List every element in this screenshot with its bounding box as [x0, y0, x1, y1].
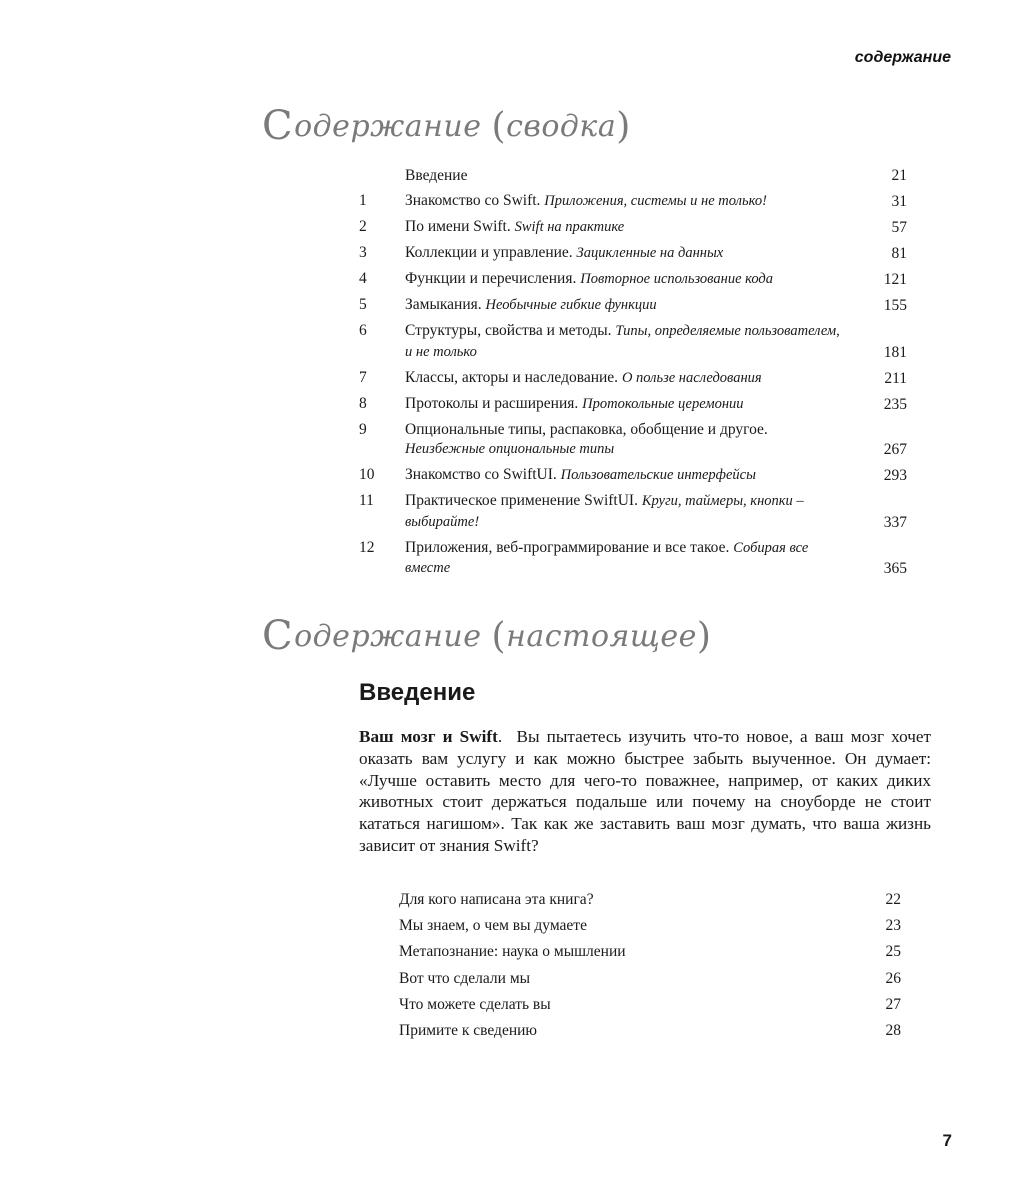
- intro-item-page: 22: [885, 891, 901, 908]
- real-title-rest: одержание: [294, 619, 482, 654]
- summary-title-paren: сводка: [506, 109, 617, 144]
- summary-toc-row[interactable]: [359, 538, 909, 579]
- intro-item-title: Мы знаем, о чем вы думаете: [399, 917, 587, 935]
- chapter-number: 3: [359, 244, 367, 261]
- intro-item-title: Примите к сведению: [399, 1021, 537, 1039]
- summary-toc-row[interactable]: [359, 368, 909, 389]
- chapter-number: 12: [359, 538, 375, 556]
- intro-item-title: Что можете сделать вы: [399, 995, 551, 1013]
- chapter-number: 4: [359, 270, 367, 287]
- chapter-number: 6: [359, 322, 367, 339]
- chapter-page: 121: [883, 271, 907, 288]
- intro-item-page: 26: [885, 969, 901, 987]
- real-title-cap: С: [262, 613, 294, 659]
- chapter-title: Приложения, веб-программирование и все такое.: [405, 538, 730, 556]
- chapter-page: 365: [883, 560, 907, 577]
- chapter-page: 57: [891, 219, 907, 236]
- intro-toc-item[interactable]: [399, 1021, 901, 1047]
- intro-toc-item[interactable]: [399, 916, 901, 942]
- chapter-title: Протоколы и расширения.: [405, 394, 579, 412]
- chapter-number: 9: [359, 420, 367, 438]
- chapter-title: Функции и перечисления.: [405, 270, 577, 287]
- summary-title-cap: С: [262, 103, 294, 149]
- intro-toc-item[interactable]: [399, 969, 901, 995]
- chapter-page: 337: [883, 513, 907, 531]
- summary-toc-row[interactable]: [359, 191, 909, 212]
- chapter-title: Практическое применение SwiftUI.: [405, 492, 638, 509]
- chapter-page: 31: [891, 193, 907, 210]
- chapter-title: Введение: [405, 167, 468, 184]
- chapter-subtitle: Swift на практике: [514, 219, 625, 235]
- chapter-number: 8: [359, 394, 367, 412]
- chapter-page: 155: [883, 297, 907, 314]
- intro-toc-item[interactable]: [399, 995, 901, 1021]
- intro-heading: Введение: [359, 679, 476, 706]
- summary-title-rest: одержание: [294, 109, 482, 144]
- intro-text: Вы пытаетесь изучить что-то новое, а ваш мозг хочет оказать вам услугу и как можно быстрее забыть выученное. Он думает: «Лучше оставить место для чего-то поважнее, например, от каких диких животных стоит держаться подальше или почему на сноуборде не стоит кататься нагишом». Так как же заставить ваш мозг думать, что ваша жизнь зависит от знания Swift?: [359, 727, 932, 855]
- intro-item-title: Метапознание: наука о мышлении: [399, 943, 626, 961]
- chapter-subtitle: Пользовательские интерфейсы: [560, 467, 756, 483]
- chapter-number: 11: [359, 492, 374, 509]
- chapter-page: 235: [883, 395, 907, 413]
- summary-toc-row[interactable]: [359, 243, 909, 264]
- summary-toc-row[interactable]: [359, 491, 909, 532]
- intro-toc-item[interactable]: [399, 890, 901, 916]
- summary-toc-row[interactable]: [359, 217, 909, 238]
- summary-section-title: Содержание (сводка): [262, 103, 631, 149]
- running-head: содержание: [854, 49, 951, 66]
- chapter-subtitle: Круги, таймеры, кнопки – выбирайте!: [405, 493, 804, 530]
- chapter-title: Классы, акторы и наследование.: [405, 368, 619, 386]
- chapter-number: 1: [359, 192, 367, 209]
- chapter-subtitle: О пользе наследования: [621, 369, 762, 386]
- chapter-page: 21: [891, 167, 907, 184]
- chapter-page: 267: [883, 441, 907, 458]
- summary-toc: [359, 166, 909, 584]
- chapter-subtitle: Повторное использование кода: [580, 271, 774, 287]
- summary-toc-row[interactable]: [359, 321, 909, 362]
- chapter-number: 10: [359, 466, 375, 483]
- intro-toc-item[interactable]: [399, 942, 901, 968]
- chapter-subtitle: Собирая все вместе: [405, 539, 809, 576]
- chapter-title: Знакомство со SwiftUI.: [405, 466, 557, 483]
- chapter-title: Знакомство со Swift.: [405, 192, 541, 209]
- chapter-subtitle: Необычные гибкие функции: [485, 297, 657, 313]
- chapter-subtitle: Типы, определяемые пользователем, и не только: [405, 323, 840, 360]
- intro-item-page: 25: [885, 943, 901, 961]
- chapter-subtitle: Неизбежные опциональные типы: [405, 441, 615, 457]
- chapter-title: Замыкания.: [405, 296, 482, 313]
- chapter-number: 2: [359, 218, 367, 235]
- summary-toc-row[interactable]: [359, 269, 909, 290]
- chapter-subtitle: Зацикленные на данных: [576, 245, 724, 261]
- chapter-subtitle: Протокольные церемонии: [582, 395, 744, 412]
- chapter-title: Коллекции и управление.: [405, 244, 573, 261]
- chapter-number: 5: [359, 296, 367, 313]
- real-title-paren: настоящее: [506, 619, 697, 654]
- intro-item-page: 27: [885, 995, 901, 1013]
- chapter-title: Опциональные типы, распаковка, обобщение и другое.: [405, 420, 768, 438]
- chapter-number: 7: [359, 368, 367, 386]
- intro-item-page: 23: [885, 917, 901, 935]
- intro-item-title: Для кого написана эта книга?: [399, 891, 594, 908]
- chapter-title: По имени Swift.: [405, 218, 511, 235]
- real-section-title: Содержание (настоящее): [262, 613, 712, 659]
- chapter-page: 81: [891, 245, 907, 262]
- summary-toc-row[interactable]: [359, 295, 909, 316]
- page-number: 7: [942, 1131, 952, 1150]
- chapter-title: Структуры, свойства и методы.: [405, 322, 612, 339]
- intro-item-page: 28: [885, 1021, 901, 1039]
- chapter-page: 181: [883, 343, 907, 361]
- chapter-subtitle: Приложения, системы и не только!: [544, 193, 767, 209]
- summary-toc-row[interactable]: [359, 166, 909, 186]
- chapter-page: 293: [883, 467, 907, 484]
- summary-toc-row[interactable]: [359, 465, 909, 486]
- intro-item-title: Вот что сделали мы: [399, 969, 531, 987]
- summary-toc-row[interactable]: [359, 420, 909, 460]
- intro-paragraph: Ваш мозг и Swift. Вы пытаетесь изучить что-то новое, а ваш мозг хочет оказать вам услугу и как можно быстрее забыть выученное. Он думает: «Лучше оставить место для чего-то поважнее, например, от каких диких животных стоит держаться подальше или почему на сноуборде не стоит кататься нагишом». Так как же заставить ваш мозг думать, что ваша жизнь зависит от знания Swift?: [359, 727, 932, 855]
- intro-toc: [399, 890, 901, 1047]
- chapter-page: 211: [884, 369, 907, 387]
- summary-toc-row[interactable]: [359, 394, 909, 415]
- intro-lead: Ваш мозг и Swift: [359, 727, 498, 746]
